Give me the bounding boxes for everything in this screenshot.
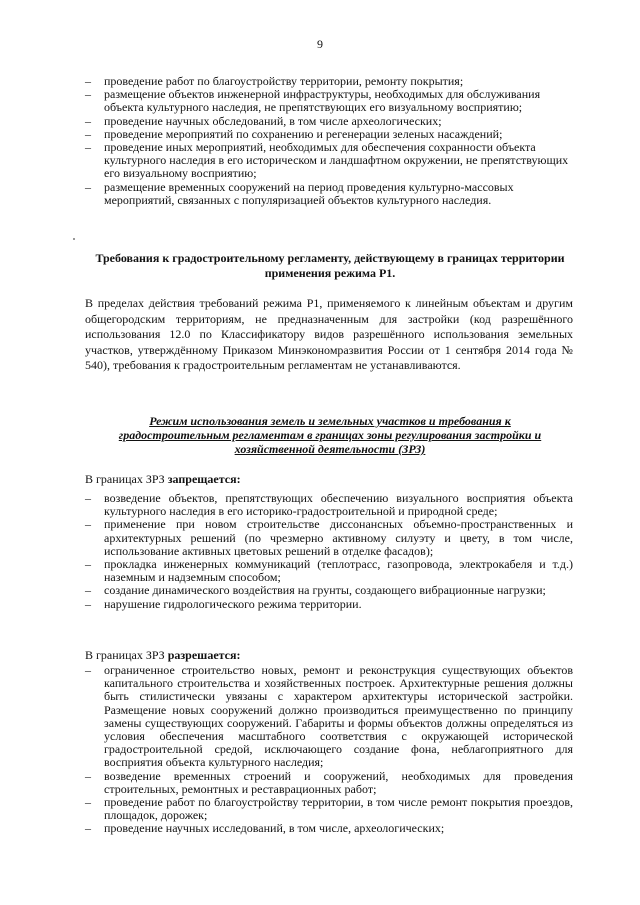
scan-speck (73, 238, 75, 240)
page-number: 9 (317, 37, 323, 51)
prohibited-list (85, 492, 573, 611)
allowed-intro (85, 648, 241, 662)
list-item: – ограниченное строительство новых, ремонт и реконструкция существующих объектов капитального строительства и хозяйственных построек. Архитектурные решения должны быть стилистически увязаны с характером архитектуры исторической застройки. Размещение новых сооружений должно производиться преимущественно по принципу замены существующих сооружений. Габариты и формы объектов должны определяться из условия обеспечения масштабного соответствия с окружающей исторической градостроительной средой, исключающего создание фона, неблагоприятного для восприятия объекта культурного наследия; (85, 664, 573, 770)
prohibited-intro-bold: запрещается: (167, 472, 241, 486)
list-item: – создание динамического воздействия на грунты, создающего вибрационные нагрузки; (85, 584, 573, 597)
list-item: – нарушение гидрологического режима территории. (85, 598, 573, 611)
allowed-intro-text: В границах ЗРЗ (85, 648, 168, 662)
prohibited-intro (85, 472, 241, 486)
prohibited-intro-text: В границах ЗРЗ (85, 472, 168, 486)
list-item: – размещение временных сооружений на период проведения культурно-массовых мероприятий, связанных с популяризацией объектов культурного наследия. (85, 181, 573, 207)
permitted-works-list (85, 75, 573, 207)
list-item: – проведение работ по благоустройству территории, ремонту покрытия; (85, 75, 573, 88)
list-item: – возведение объектов, препятствующих обеспечению визуального восприятия объекта культурного наследия в его историко-градостроительной и природной среде; (85, 492, 573, 518)
allowed-intro-bold: разрешается: (167, 648, 241, 662)
list-item: – проведение научных обследований, в том числе археологических; (85, 115, 573, 128)
section-heading-r1: Требования к градостроительному регламенту, действующему в границах территории применения режима Р1. (95, 251, 565, 280)
list-item: – возведение временных строений и сооружений, необходимых для проведения строительных, ремонтных и реставрационных работ; (85, 770, 573, 796)
section-heading-zrz: Режим использования земель и земельных участков и требования к градостроительным регламентам в границах зоны регулирования застройки и хозяйственной деятельности (ЗРЗ) (118, 414, 542, 456)
r1-paragraph: В пределах действия требований режима Р1, применяемого к линейным объектам и другим общегородским территориям, не предназначенным для застройки (код разрешённого использования 12.0 по Классификатору видов разрешённого использования земельных участков, утверждённому Приказом Минэкономразвития России от 1 сентября 2014 года № 540), требования к градостроительным регламентам не устанавливаются. (85, 296, 573, 372)
list-item: – применение при новом строительстве диссонансных объемно-пространственных и архитектурных решений (по чрезмерно активному силуэту и цвету, в том числе, использование активных цветовых решений в отделке фасадов); (85, 518, 573, 558)
list-item: – проведение мероприятий по сохранению и регенерации зеленых насаждений; (85, 128, 573, 141)
list-item: – проведение научных исследований, в том числе, археологических; (85, 822, 573, 835)
list-item: – размещение объектов инженерной инфраструктуры, необходимых для обслуживания объекта культурного наследия, не препятствующих его визуальному восприятию; (85, 88, 573, 114)
list-item: – проведение иных мероприятий, необходимых для обеспечения сохранности объекта культурного наследия в его историческом и ландшафтном окружении, не препятствующих его визуальному восприятию; (85, 141, 573, 181)
list-item: – проведение работ по благоустройству территории, в том числе ремонт покрытия проездов, площадок, дорожек; (85, 796, 573, 822)
allowed-list (85, 664, 573, 836)
list-item: – прокладка инженерных коммуникаций (теплотрасс, газопровода, электрокабеля и т.д.) наземным и надземным способом; (85, 558, 573, 584)
